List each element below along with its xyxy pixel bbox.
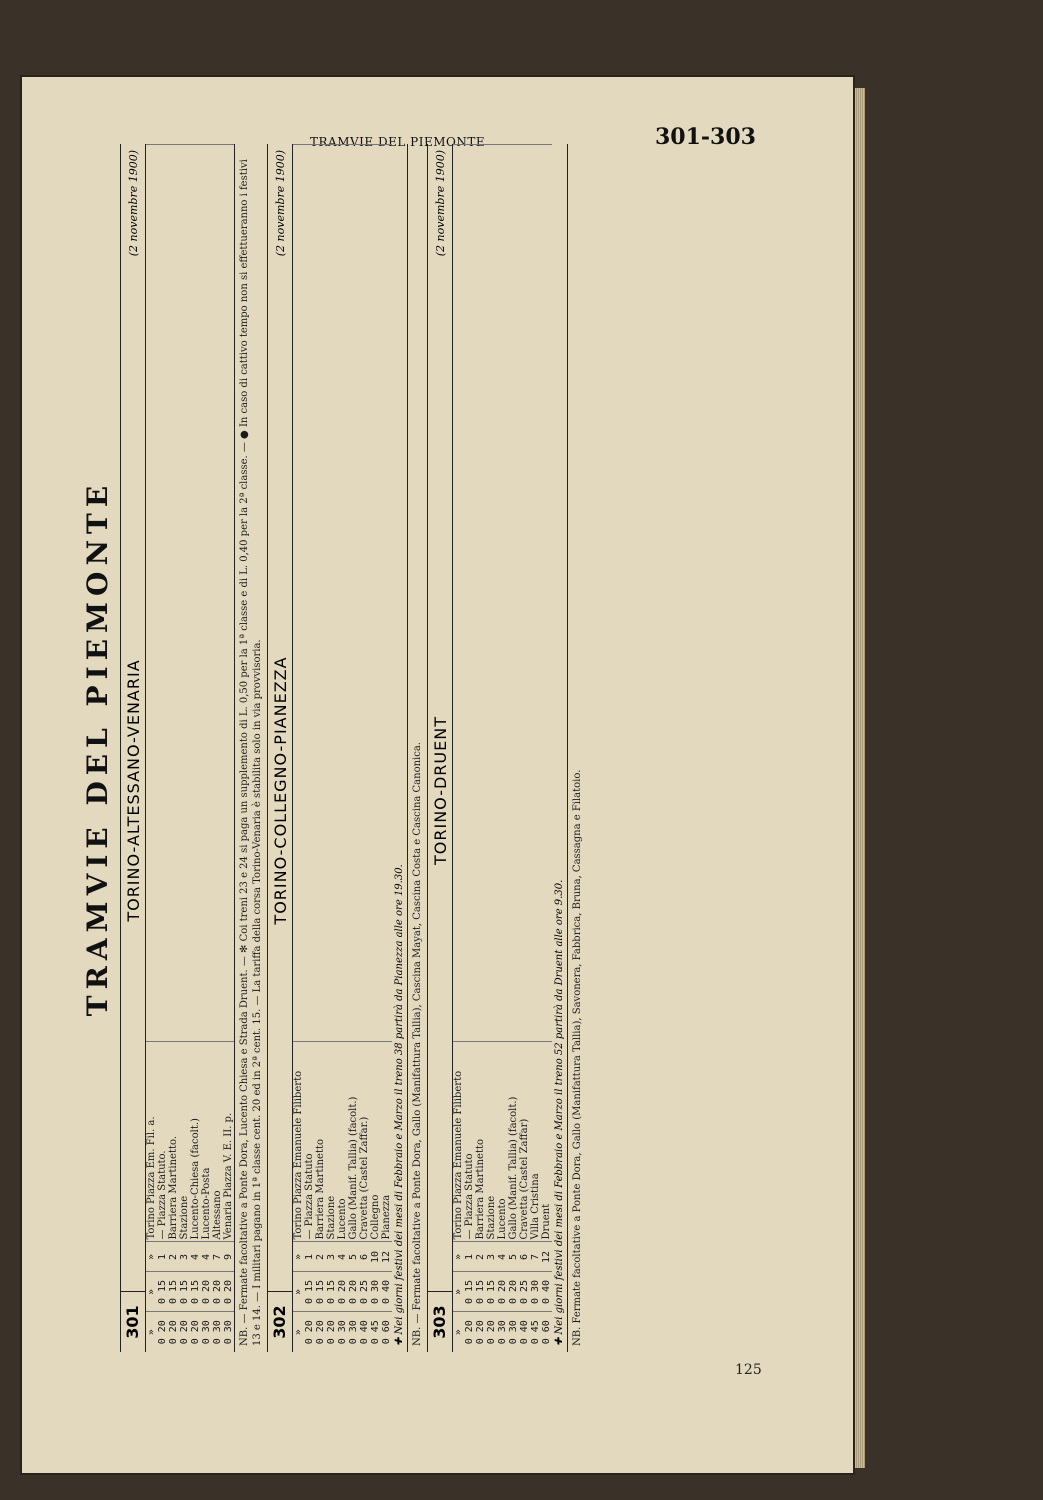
fare-2nd-class: 0 15: [475, 1272, 486, 1312]
page-title: TRAMVIE DEL PIEMONTE: [81, 479, 114, 1017]
station-name: Stazione: [326, 1042, 337, 1242]
fare-2nd-class: 0 40: [381, 1272, 392, 1312]
distance-km: 12: [541, 1242, 552, 1272]
times: [359, 145, 370, 1043]
section-name: TORINO-ALTESSANO-VENARIA: [123, 659, 143, 922]
section-date: (2 novembre 1900): [433, 150, 447, 257]
station-name: Barriera Martinetto.: [168, 1042, 179, 1242]
fare-1st-class: 0 45: [370, 1312, 381, 1352]
distance-km: 12: [381, 1242, 392, 1272]
section-number: 303: [428, 1291, 452, 1352]
station-row: [146, 145, 157, 1353]
timetable-302: [293, 144, 392, 1352]
station-name: Stazione: [486, 1042, 497, 1242]
fare-2nd-class: 0 15: [157, 1272, 168, 1312]
times: [486, 145, 497, 1043]
station-name: — Piazza Statuto: [304, 1042, 315, 1242]
section-date: (2 novembre 1900): [126, 150, 140, 257]
fare-2nd-class: 0 15: [464, 1272, 475, 1312]
fare-1st-class: 0 20: [168, 1312, 179, 1352]
times: [146, 145, 157, 1043]
station-row: [497, 145, 508, 1353]
station-name: Lucento: [337, 1042, 348, 1242]
distance-km: »: [293, 1242, 304, 1272]
station-name: Pianezza: [381, 1042, 392, 1242]
page-edge: [855, 88, 865, 1468]
distance-km: 2: [475, 1242, 486, 1272]
station-row: [212, 145, 223, 1353]
times: [381, 145, 392, 1043]
station-row: [201, 145, 212, 1353]
fare-2nd-class: 0 40: [541, 1272, 552, 1312]
station-row: [464, 145, 475, 1353]
distance-km: »: [453, 1242, 464, 1272]
times: [293, 145, 304, 1043]
times: [497, 145, 508, 1043]
distance-km: 1: [157, 1242, 168, 1272]
distance-km: 1: [464, 1242, 475, 1272]
fare-2nd-class: 0 20: [212, 1272, 223, 1312]
fare-1st-class: 0 30: [337, 1312, 348, 1352]
section-301: [120, 144, 267, 1352]
times: [179, 145, 190, 1043]
section-date: (2 novembre 1900): [273, 150, 287, 257]
station-row: [326, 145, 337, 1353]
times: [370, 145, 381, 1043]
station-name: Villa Cristina: [530, 1042, 541, 1242]
fare-1st-class: »: [293, 1312, 304, 1352]
running-header: TRAMVIE DEL PIEMONTE: [310, 135, 486, 149]
fare-1st-class: 0 20: [179, 1312, 190, 1352]
section-name: TORINO-DRUENT: [430, 716, 450, 865]
fare-2nd-class: 0 25: [519, 1272, 530, 1312]
fare-1st-class: 0 20: [475, 1312, 486, 1352]
times: [190, 145, 201, 1043]
distance-km: 7: [530, 1242, 541, 1272]
times: [201, 145, 212, 1043]
fare-2nd-class: 0 20: [201, 1272, 212, 1312]
fare-1st-class: 0 20: [157, 1312, 168, 1352]
times: [475, 145, 486, 1043]
station-row: [519, 145, 530, 1353]
fare-2nd-class: 0 15: [326, 1272, 337, 1312]
times: [212, 145, 223, 1043]
station-name: Lucento-Posta: [201, 1042, 212, 1242]
annotation-303: ✚ Nei giorni festivi dei mesi di Febbraio e Marzo il treno 52 partirà da Druent alle ore 9.30.: [554, 879, 565, 1346]
station-name: Barriera Martinetto: [475, 1042, 486, 1242]
fare-2nd-class: 0 15: [304, 1272, 315, 1312]
distance-km: 4: [337, 1242, 348, 1272]
times: [508, 145, 519, 1043]
fare-1st-class: 0 20: [326, 1312, 337, 1352]
station-row: [223, 145, 234, 1353]
times: [223, 145, 234, 1043]
distance-km: 5: [508, 1242, 519, 1272]
section-303: [427, 144, 587, 1352]
fare-2nd-class: »: [453, 1272, 464, 1312]
annotation-302: ✚ Nei giorni festivi dei mesi di Febbraio e Marzo il treno 38 partirà da Pianezza alle ore 19.30.: [394, 864, 405, 1346]
station-row: [293, 145, 304, 1353]
timetable-303: [453, 144, 552, 1352]
times: [453, 145, 464, 1043]
station-row: [475, 145, 486, 1353]
page-range-number: 301-303: [655, 124, 756, 150]
fare-2nd-class: 0 25: [359, 1272, 370, 1312]
fare-2nd-class: 0 20: [223, 1272, 234, 1312]
distance-km: 6: [359, 1242, 370, 1272]
times: [337, 145, 348, 1043]
station-name: Cravetta (Castel Zaffar.): [359, 1042, 370, 1242]
fare-2nd-class: »: [293, 1272, 304, 1312]
fare-1st-class: »: [453, 1312, 464, 1352]
times: [315, 145, 326, 1043]
station-name: — Piazza Statuto: [464, 1042, 475, 1242]
fare-1st-class: 0 45: [530, 1312, 541, 1352]
distance-km: 1: [304, 1242, 315, 1272]
times: [168, 145, 179, 1043]
station-name: Torino Piazza Emanuele Filiberto: [453, 1042, 464, 1242]
distance-km: 6: [519, 1242, 530, 1272]
station-row: [381, 145, 392, 1353]
times: [541, 145, 552, 1043]
fare-2nd-class: 0 15: [179, 1272, 190, 1312]
page-number: 125: [735, 1362, 762, 1378]
fare-1st-class: 0 30: [223, 1312, 234, 1352]
distance-km: 2: [168, 1242, 179, 1272]
station-row: [157, 145, 168, 1353]
distance-km: 3: [179, 1242, 190, 1272]
station-row: [179, 145, 190, 1353]
station-row: [190, 145, 201, 1353]
fare-1st-class: 0 30: [497, 1312, 508, 1352]
distance-km: 9: [223, 1242, 234, 1272]
station-row: [337, 145, 348, 1353]
distance-km: 3: [486, 1242, 497, 1272]
station-name: Cravetta (Castel Zaffar): [519, 1042, 530, 1242]
station-row: [370, 145, 381, 1353]
fare-2nd-class: 0 20: [508, 1272, 519, 1312]
distance-km: »: [146, 1242, 157, 1272]
distance-km: 3: [326, 1242, 337, 1272]
fare-1st-class: 0 20: [315, 1312, 326, 1352]
distance-km: 10: [370, 1242, 381, 1272]
fare-1st-class: 0 30: [508, 1312, 519, 1352]
fare-1st-class: 0 30: [201, 1312, 212, 1352]
station-row: [541, 145, 552, 1353]
fare-2nd-class: 0 15: [168, 1272, 179, 1312]
station-name: Druent: [541, 1042, 552, 1242]
fare-2nd-class: 0 15: [486, 1272, 497, 1312]
section-302: [267, 144, 427, 1352]
fare-2nd-class: 0 30: [370, 1272, 381, 1312]
section-number: 301: [121, 1291, 145, 1352]
station-row: [508, 145, 519, 1353]
fare-1st-class: 0 30: [212, 1312, 223, 1352]
notes-302: NB. — Fermate facoltative a Ponte Dora, Gallo (Manifattura Tallia), Cascina Mayat, Cascina Costa e Cascina Canonica.: [407, 144, 427, 1352]
fare-1st-class: 0 40: [359, 1312, 370, 1352]
station-name: Collegno: [370, 1042, 381, 1242]
distance-km: 4: [201, 1242, 212, 1272]
station-name: Venaria Piazza V. E. II. p.: [223, 1042, 234, 1242]
fare-1st-class: 0 60: [541, 1312, 552, 1352]
fare-2nd-class: 0 20: [348, 1272, 359, 1312]
fare-2nd-class: »: [146, 1272, 157, 1312]
station-row: [530, 145, 541, 1353]
timetable-301: [146, 144, 234, 1352]
station-row: [486, 145, 497, 1353]
section-name: TORINO-COLLEGNO-PIANEZZA: [270, 656, 290, 925]
station-name: Gallo (Manif. Tallia) (facolt.): [348, 1042, 359, 1242]
times: [530, 145, 541, 1043]
notes-303: NB. Fermate facoltative a Ponte Dora, Gallo (Manifattura Tallia), Savonera, Fabbrica, Bruna, Cassagna e Filatoio.: [567, 144, 587, 1352]
station-row: [348, 145, 359, 1353]
station-name: Barriera Martinetto: [315, 1042, 326, 1242]
station-name: Stazione: [179, 1042, 190, 1242]
times: [157, 145, 168, 1043]
fare-2nd-class: 0 30: [530, 1272, 541, 1312]
fare-2nd-class: 0 15: [315, 1272, 326, 1312]
distance-km: 4: [190, 1242, 201, 1272]
fare-2nd-class: 0 20: [497, 1272, 508, 1312]
rotated-timetable: [76, 144, 736, 1352]
station-row: [315, 145, 326, 1353]
station-row: [359, 145, 370, 1353]
station-name: Torino Piazza Em. Fil. a.: [146, 1042, 157, 1242]
fare-1st-class: »: [146, 1312, 157, 1352]
fare-1st-class: 0 20: [190, 1312, 201, 1352]
distance-km: 2: [315, 1242, 326, 1272]
times: [304, 145, 315, 1043]
times: [464, 145, 475, 1043]
station-name: Lucento: [497, 1042, 508, 1242]
fare-1st-class: 0 20: [464, 1312, 475, 1352]
times: [519, 145, 530, 1043]
fare-1st-class: 0 30: [348, 1312, 359, 1352]
fare-1st-class: 0 60: [381, 1312, 392, 1352]
notes-301: NB. — Fermate facoltative a Ponte Dora, Lucento Chiesa e Strada Druent. — ✻ Coi treni 23 e 24 si paga un supplemento di L. 0,50 per la 1ª classe e di L. 0,40 per la 2ª classe. — ● In caso di cattivo tempo non si effettueranno i festivi 13 e 14. — I militari pagano in 1ª classe cent. 20 ed in 2ª cent. 15. — La tariffa della corsa Torino-Venaria è stabilita solo in via provvisoria.: [234, 144, 267, 1352]
fare-1st-class: 0 20: [486, 1312, 497, 1352]
station-name: Lucento-Chiesa (facolt.): [190, 1042, 201, 1242]
station-name: Gallo (Manif. Tallia) (facolt.): [508, 1042, 519, 1242]
section-number: 302: [268, 1291, 292, 1352]
station-name: — Piazza Statuto.: [157, 1042, 168, 1242]
distance-km: 7: [212, 1242, 223, 1272]
times: [326, 145, 337, 1043]
fare-2nd-class: 0 20: [337, 1272, 348, 1312]
station-row: [304, 145, 315, 1353]
times: [348, 145, 359, 1043]
station-row: [168, 145, 179, 1353]
station-name: Altessano: [212, 1042, 223, 1242]
distance-km: 4: [497, 1242, 508, 1272]
station-row: [453, 145, 464, 1353]
fare-2nd-class: 0 15: [190, 1272, 201, 1312]
distance-km: 5: [348, 1242, 359, 1272]
fare-1st-class: 0 20: [304, 1312, 315, 1352]
fare-1st-class: 0 40: [519, 1312, 530, 1352]
station-name: Torino Piazza Emanuele Filiberto: [293, 1042, 304, 1242]
